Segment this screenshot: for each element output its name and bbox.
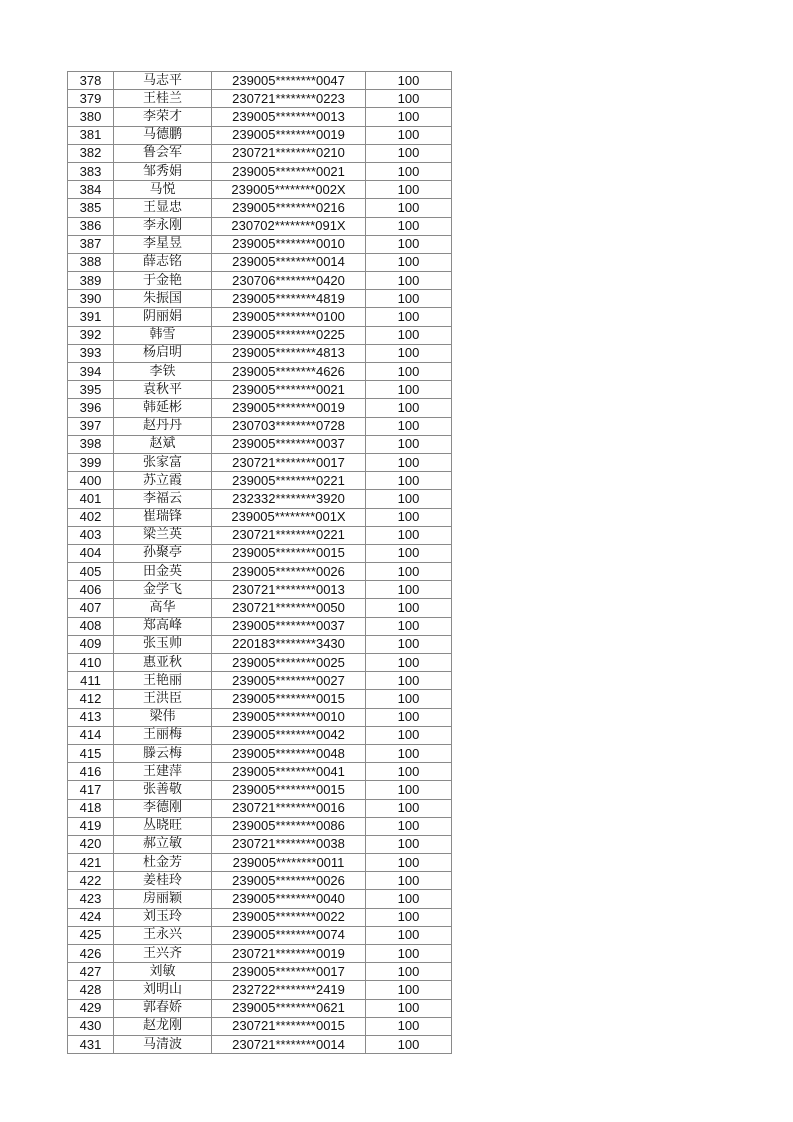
row-number-cell: 392 [68, 326, 114, 344]
score-cell: 100 [366, 344, 452, 362]
table-row [68, 399, 452, 417]
score-cell: 100 [366, 235, 452, 253]
name-cell: 赵丹丹 [114, 417, 212, 435]
name-cell: 刘敏 [114, 963, 212, 981]
name-cell: 张善敬 [114, 781, 212, 799]
table-row [68, 654, 452, 672]
row-number-cell: 393 [68, 344, 114, 362]
id-number-cell: 239005********0015 [212, 544, 366, 562]
name-cell: 杜金芳 [114, 854, 212, 872]
table-row [68, 472, 452, 490]
id-number-cell: 239005********002X [212, 181, 366, 199]
score-cell: 100 [366, 290, 452, 308]
row-number-cell: 380 [68, 108, 114, 126]
name-cell: 赵斌 [114, 435, 212, 453]
name-cell: 郝立敏 [114, 835, 212, 853]
id-number-cell: 230702********091X [212, 217, 366, 235]
id-number-cell: 230706********0420 [212, 272, 366, 290]
row-number-cell: 414 [68, 726, 114, 744]
row-number-cell: 409 [68, 635, 114, 653]
score-cell: 100 [366, 181, 452, 199]
id-number-cell: 230721********0210 [212, 144, 366, 162]
id-number-cell: 239005********0041 [212, 763, 366, 781]
name-cell: 孙聚亭 [114, 544, 212, 562]
row-number-cell: 397 [68, 417, 114, 435]
table-row [68, 708, 452, 726]
id-number-cell: 239005********0047 [212, 72, 366, 90]
table-row [68, 599, 452, 617]
score-cell: 100 [366, 872, 452, 890]
score-cell: 100 [366, 253, 452, 271]
table-row [68, 635, 452, 653]
row-number-cell: 419 [68, 817, 114, 835]
score-cell: 100 [366, 963, 452, 981]
score-cell: 100 [366, 381, 452, 399]
score-cell: 100 [366, 1017, 452, 1035]
row-number-cell: 431 [68, 1035, 114, 1053]
row-number-cell: 428 [68, 981, 114, 999]
row-number-cell: 422 [68, 872, 114, 890]
table-row [68, 217, 452, 235]
table-row [68, 544, 452, 562]
table-row [68, 726, 452, 744]
name-cell: 王桂兰 [114, 90, 212, 108]
name-cell: 王洪臣 [114, 690, 212, 708]
id-number-cell: 239005********0027 [212, 672, 366, 690]
table-row [68, 162, 452, 180]
id-number-cell: 239005********0015 [212, 690, 366, 708]
table-row [68, 617, 452, 635]
name-cell: 杨启明 [114, 344, 212, 362]
score-cell: 100 [366, 672, 452, 690]
id-number-cell: 230721********0221 [212, 526, 366, 544]
table-row [68, 253, 452, 271]
row-number-cell: 390 [68, 290, 114, 308]
row-number-cell: 411 [68, 672, 114, 690]
name-cell: 刘玉玲 [114, 908, 212, 926]
id-number-cell: 239005********0017 [212, 963, 366, 981]
table-row [68, 453, 452, 471]
table-row [68, 835, 452, 853]
score-cell: 100 [366, 72, 452, 90]
id-number-cell: 230721********0014 [212, 1035, 366, 1053]
score-cell: 100 [366, 108, 452, 126]
name-cell: 房丽颖 [114, 890, 212, 908]
table-row [68, 72, 452, 90]
name-cell: 马德鹏 [114, 126, 212, 144]
id-number-cell: 239005********0225 [212, 326, 366, 344]
id-number-cell: 232332********3920 [212, 490, 366, 508]
name-cell: 丛晓旺 [114, 817, 212, 835]
row-number-cell: 407 [68, 599, 114, 617]
score-cell: 100 [366, 726, 452, 744]
row-number-cell: 424 [68, 908, 114, 926]
score-cell: 100 [366, 854, 452, 872]
id-number-cell: 230721********0019 [212, 945, 366, 963]
row-number-cell: 420 [68, 835, 114, 853]
id-number-cell: 239005********0015 [212, 781, 366, 799]
score-cell: 100 [366, 417, 452, 435]
id-number-cell: 220183********3430 [212, 635, 366, 653]
score-cell: 100 [366, 981, 452, 999]
row-number-cell: 423 [68, 890, 114, 908]
name-cell: 刘明山 [114, 981, 212, 999]
id-number-cell: 230721********0223 [212, 90, 366, 108]
roster-table [67, 71, 452, 1054]
score-cell: 100 [366, 508, 452, 526]
row-number-cell: 403 [68, 526, 114, 544]
id-number-cell: 239005********0025 [212, 654, 366, 672]
id-number-cell: 230721********0016 [212, 799, 366, 817]
id-number-cell: 239005********0021 [212, 381, 366, 399]
score-cell: 100 [366, 890, 452, 908]
row-number-cell: 415 [68, 744, 114, 762]
name-cell: 李德刚 [114, 799, 212, 817]
row-number-cell: 408 [68, 617, 114, 635]
name-cell: 郑高峰 [114, 617, 212, 635]
name-cell: 高华 [114, 599, 212, 617]
name-cell: 张家富 [114, 453, 212, 471]
table-row [68, 526, 452, 544]
table-row [68, 126, 452, 144]
row-number-cell: 429 [68, 999, 114, 1017]
id-number-cell: 239005********4819 [212, 290, 366, 308]
row-number-cell: 394 [68, 363, 114, 381]
table-row [68, 926, 452, 944]
id-number-cell: 230721********0015 [212, 1017, 366, 1035]
table-row [68, 817, 452, 835]
id-number-cell: 239005********0216 [212, 199, 366, 217]
table-row [68, 744, 452, 762]
score-cell: 100 [366, 144, 452, 162]
id-number-cell: 230721********0050 [212, 599, 366, 617]
table-row [68, 290, 452, 308]
table-row [68, 308, 452, 326]
name-cell: 马志平 [114, 72, 212, 90]
row-number-cell: 398 [68, 435, 114, 453]
score-cell: 100 [366, 199, 452, 217]
name-cell: 李荣才 [114, 108, 212, 126]
score-cell: 100 [366, 435, 452, 453]
table-row [68, 781, 452, 799]
name-cell: 于金艳 [114, 272, 212, 290]
name-cell: 惠亚秋 [114, 654, 212, 672]
id-number-cell: 239005********001X [212, 508, 366, 526]
score-cell: 100 [366, 744, 452, 762]
table-row [68, 763, 452, 781]
row-number-cell: 391 [68, 308, 114, 326]
score-cell: 100 [366, 1035, 452, 1053]
name-cell: 赵龙刚 [114, 1017, 212, 1035]
name-cell: 鲁会军 [114, 144, 212, 162]
row-number-cell: 399 [68, 453, 114, 471]
row-number-cell: 396 [68, 399, 114, 417]
name-cell: 金学飞 [114, 581, 212, 599]
id-number-cell: 230721********0017 [212, 453, 366, 471]
score-cell: 100 [366, 945, 452, 963]
table-row [68, 435, 452, 453]
table-row [68, 981, 452, 999]
score-cell: 100 [366, 617, 452, 635]
id-number-cell: 239005********0074 [212, 926, 366, 944]
row-number-cell: 379 [68, 90, 114, 108]
score-cell: 100 [366, 472, 452, 490]
table-row [68, 1017, 452, 1035]
id-number-cell: 239005********0022 [212, 908, 366, 926]
name-cell: 李铁 [114, 363, 212, 381]
score-cell: 100 [366, 126, 452, 144]
id-number-cell: 239005********0013 [212, 108, 366, 126]
row-number-cell: 389 [68, 272, 114, 290]
row-number-cell: 405 [68, 563, 114, 581]
row-number-cell: 386 [68, 217, 114, 235]
table-row [68, 799, 452, 817]
table-row [68, 963, 452, 981]
id-number-cell: 239005********0621 [212, 999, 366, 1017]
row-number-cell: 410 [68, 654, 114, 672]
name-cell: 李星昱 [114, 235, 212, 253]
row-number-cell: 400 [68, 472, 114, 490]
table-row [68, 490, 452, 508]
roster-table-body [68, 72, 452, 1054]
score-cell: 100 [366, 690, 452, 708]
score-cell: 100 [366, 308, 452, 326]
table-row [68, 381, 452, 399]
score-cell: 100 [366, 599, 452, 617]
name-cell: 郭春娇 [114, 999, 212, 1017]
score-cell: 100 [366, 999, 452, 1017]
table-row [68, 417, 452, 435]
table-row [68, 144, 452, 162]
score-cell: 100 [366, 544, 452, 562]
name-cell: 崔瑞锋 [114, 508, 212, 526]
table-row [68, 890, 452, 908]
table-row [68, 235, 452, 253]
score-cell: 100 [366, 363, 452, 381]
name-cell: 苏立霞 [114, 472, 212, 490]
score-cell: 100 [366, 763, 452, 781]
name-cell: 滕云梅 [114, 744, 212, 762]
id-number-cell: 239005********0040 [212, 890, 366, 908]
score-cell: 100 [366, 453, 452, 471]
table-row [68, 508, 452, 526]
table-row [68, 581, 452, 599]
table-row [68, 872, 452, 890]
row-number-cell: 395 [68, 381, 114, 399]
id-number-cell: 232722********2419 [212, 981, 366, 999]
row-number-cell: 413 [68, 708, 114, 726]
row-number-cell: 383 [68, 162, 114, 180]
table-row [68, 854, 452, 872]
name-cell: 朱振国 [114, 290, 212, 308]
table-row [68, 326, 452, 344]
name-cell: 邹秀娟 [114, 162, 212, 180]
table-row [68, 690, 452, 708]
row-number-cell: 416 [68, 763, 114, 781]
table-row [68, 908, 452, 926]
table-row [68, 563, 452, 581]
table-row [68, 1035, 452, 1053]
table-row [68, 108, 452, 126]
row-number-cell: 430 [68, 1017, 114, 1035]
score-cell: 100 [366, 908, 452, 926]
row-number-cell: 417 [68, 781, 114, 799]
id-number-cell: 239005********0048 [212, 744, 366, 762]
name-cell: 王永兴 [114, 926, 212, 944]
score-cell: 100 [366, 563, 452, 581]
row-number-cell: 402 [68, 508, 114, 526]
id-number-cell: 239005********0037 [212, 617, 366, 635]
row-number-cell: 421 [68, 854, 114, 872]
name-cell: 李永刚 [114, 217, 212, 235]
name-cell: 阴丽娟 [114, 308, 212, 326]
table-row [68, 90, 452, 108]
table-row [68, 272, 452, 290]
name-cell: 袁秋平 [114, 381, 212, 399]
row-number-cell: 406 [68, 581, 114, 599]
id-number-cell: 239005********0042 [212, 726, 366, 744]
id-number-cell: 239005********4626 [212, 363, 366, 381]
row-number-cell: 382 [68, 144, 114, 162]
id-number-cell: 239005********0026 [212, 872, 366, 890]
table-row [68, 999, 452, 1017]
row-number-cell: 426 [68, 945, 114, 963]
id-number-cell: 239005********0086 [212, 817, 366, 835]
row-number-cell: 412 [68, 690, 114, 708]
name-cell: 薛志铭 [114, 253, 212, 271]
score-cell: 100 [366, 781, 452, 799]
id-number-cell: 239005********4813 [212, 344, 366, 362]
score-cell: 100 [366, 526, 452, 544]
name-cell: 韩延彬 [114, 399, 212, 417]
table-row [68, 199, 452, 217]
score-cell: 100 [366, 162, 452, 180]
row-number-cell: 418 [68, 799, 114, 817]
score-cell: 100 [366, 635, 452, 653]
id-number-cell: 230703********0728 [212, 417, 366, 435]
name-cell: 王建萍 [114, 763, 212, 781]
table-row [68, 672, 452, 690]
row-number-cell: 381 [68, 126, 114, 144]
id-number-cell: 239005********0221 [212, 472, 366, 490]
score-cell: 100 [366, 926, 452, 944]
score-cell: 100 [366, 654, 452, 672]
name-cell: 姜桂玲 [114, 872, 212, 890]
id-number-cell: 239005********0014 [212, 253, 366, 271]
score-cell: 100 [366, 708, 452, 726]
row-number-cell: 425 [68, 926, 114, 944]
row-number-cell: 387 [68, 235, 114, 253]
id-number-cell: 239005********0011 [212, 854, 366, 872]
score-cell: 100 [366, 799, 452, 817]
id-number-cell: 239005********0037 [212, 435, 366, 453]
id-number-cell: 239005********0010 [212, 235, 366, 253]
id-number-cell: 239005********0100 [212, 308, 366, 326]
score-cell: 100 [366, 272, 452, 290]
name-cell: 李福云 [114, 490, 212, 508]
name-cell: 梁兰英 [114, 526, 212, 544]
row-number-cell: 401 [68, 490, 114, 508]
score-cell: 100 [366, 835, 452, 853]
name-cell: 王显忠 [114, 199, 212, 217]
table-row [68, 363, 452, 381]
row-number-cell: 384 [68, 181, 114, 199]
score-cell: 100 [366, 326, 452, 344]
name-cell: 马悦 [114, 181, 212, 199]
id-number-cell: 239005********0019 [212, 399, 366, 417]
name-cell: 田金英 [114, 563, 212, 581]
table-row [68, 344, 452, 362]
name-cell: 张玉帅 [114, 635, 212, 653]
row-number-cell: 385 [68, 199, 114, 217]
name-cell: 王丽梅 [114, 726, 212, 744]
row-number-cell: 378 [68, 72, 114, 90]
name-cell: 韩雪 [114, 326, 212, 344]
row-number-cell: 388 [68, 253, 114, 271]
score-cell: 100 [366, 817, 452, 835]
id-number-cell: 239005********0026 [212, 563, 366, 581]
score-cell: 100 [366, 490, 452, 508]
id-number-cell: 230721********0013 [212, 581, 366, 599]
score-cell: 100 [366, 90, 452, 108]
score-cell: 100 [366, 581, 452, 599]
name-cell: 马清波 [114, 1035, 212, 1053]
row-number-cell: 427 [68, 963, 114, 981]
table-row [68, 181, 452, 199]
name-cell: 梁伟 [114, 708, 212, 726]
score-cell: 100 [366, 399, 452, 417]
id-number-cell: 239005********0019 [212, 126, 366, 144]
id-number-cell: 230721********0038 [212, 835, 366, 853]
table-row [68, 945, 452, 963]
id-number-cell: 239005********0021 [212, 162, 366, 180]
name-cell: 王艳丽 [114, 672, 212, 690]
id-number-cell: 239005********0010 [212, 708, 366, 726]
score-cell: 100 [366, 217, 452, 235]
name-cell: 王兴齐 [114, 945, 212, 963]
row-number-cell: 404 [68, 544, 114, 562]
